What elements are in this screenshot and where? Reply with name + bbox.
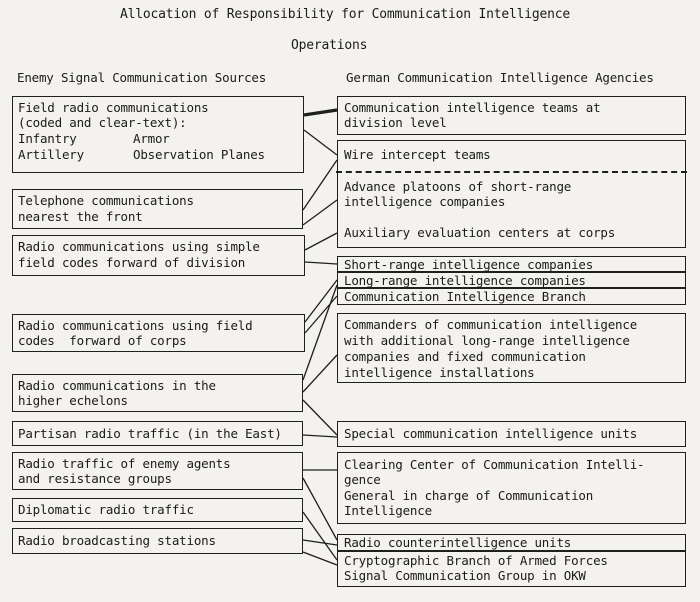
connector-simple-codes-aux xyxy=(305,233,337,250)
agency-division-teams-box xyxy=(337,96,686,135)
source-telephone-line2: nearest the front xyxy=(18,209,143,224)
connector-echelons-commanders xyxy=(303,355,337,392)
dashed-divider xyxy=(336,171,687,173)
agency-cryptographic-line2: Signal Communication Group in OKW xyxy=(344,568,586,583)
source-field-radio-line2: (coded and clear-text): xyxy=(18,115,187,130)
agency-clearing-center-line3: General in charge of Communication xyxy=(344,488,594,503)
source-higher-echelons-box xyxy=(12,374,303,412)
source-simple-codes-box xyxy=(12,235,305,276)
connector-telephone-advance xyxy=(303,200,337,225)
chart-subtitle: Operations xyxy=(291,38,368,53)
source-corps-codes-line1: Radio communications using field xyxy=(18,318,253,333)
source-observation-planes: Observation Planes xyxy=(133,147,265,162)
connector-field-radio-wire xyxy=(304,130,337,155)
connector-partisan-special xyxy=(303,435,337,437)
agency-commanders-line2: with additional long-range intelligence xyxy=(344,333,630,348)
agency-cryptographic-box xyxy=(337,551,686,587)
source-broadcasting-box xyxy=(12,528,303,554)
agency-commanders-line3: companies and fixed communication xyxy=(344,349,586,364)
agency-special-units-box xyxy=(337,421,686,447)
source-corps-codes-box xyxy=(12,314,305,352)
source-telephone-box xyxy=(12,189,303,229)
agency-wire-advance-box xyxy=(337,140,686,248)
source-agents-line2: and resistance groups xyxy=(18,471,172,486)
source-telephone-line1: Telephone communications xyxy=(18,193,194,208)
agency-counterintelligence-line1: Radio counterintelligence units xyxy=(344,535,572,550)
connector-diplomatic-crypto xyxy=(303,512,337,560)
source-corps-codes-line2: codes forward of corps xyxy=(18,333,187,348)
agency-division-teams-line1: Communication intelligence teams at xyxy=(344,100,601,115)
agency-advance-platoons-line1: Advance platoons of short-range xyxy=(344,179,572,194)
source-higher-echelons-line2: higher echelons xyxy=(18,393,128,408)
agency-clearing-center-line2: gence xyxy=(344,472,381,487)
source-diplomatic-box xyxy=(12,498,303,522)
source-partisan-box xyxy=(12,421,303,446)
source-simple-codes-line1: Radio communications using simple xyxy=(18,239,260,254)
connector-telephone-wire xyxy=(303,160,337,210)
agency-ci-branch-box xyxy=(337,288,686,305)
agency-division-teams-line2: division level xyxy=(344,115,447,130)
agency-clearing-center-line1: Clearing Center of Communication Intelli- xyxy=(344,457,645,472)
agency-aux-eval-line1: Auxiliary evaluation centers at corps xyxy=(344,225,616,240)
right-column-header: German Communication Intelligence Agencies xyxy=(346,70,654,85)
source-armor: Armor xyxy=(133,131,170,146)
agency-wire-intercept-line1: Wire intercept teams xyxy=(344,147,491,162)
agency-commanders-line1: Commanders of communication intelligence xyxy=(344,317,638,332)
connector-simple-codes-short xyxy=(305,262,337,264)
agency-advance-platoons-line2: intelligence companies xyxy=(344,194,506,209)
connector-field-radio-division xyxy=(304,110,337,115)
agency-commanders-line4: intelligence installations xyxy=(344,365,535,380)
agency-counterintelligence-box xyxy=(337,534,686,551)
agency-commanders-box xyxy=(337,313,686,383)
agency-ci-branch-line1: Communication Intelligence Branch xyxy=(344,289,586,304)
source-agents-line1: Radio traffic of enemy agents xyxy=(18,456,231,471)
connector-broadcasting-counter xyxy=(303,540,337,545)
agency-short-range-line1: Short-range intelligence companies xyxy=(344,257,594,272)
agency-short-range-box xyxy=(337,256,686,272)
agency-clearing-center-box xyxy=(337,452,686,524)
connector-echelons-special xyxy=(303,400,337,435)
agency-special-units-line1: Special communication intelligence units xyxy=(344,426,638,441)
left-column-header: Enemy Signal Communication Sources xyxy=(17,70,267,85)
source-artillery: Artillery xyxy=(18,147,84,162)
source-field-radio-box xyxy=(12,96,304,173)
source-agents-box xyxy=(12,452,303,490)
agency-cryptographic-line1: Cryptographic Branch of Armed Forces xyxy=(344,553,608,568)
source-broadcasting-line1: Radio broadcasting stations xyxy=(18,533,216,548)
agency-long-range-line1: Long-range intelligence companies xyxy=(344,273,586,288)
agency-long-range-box xyxy=(337,272,686,288)
source-simple-codes-line2: field codes forward of division xyxy=(18,255,246,270)
source-field-radio-line1: Field radio communications xyxy=(18,100,209,115)
source-infantry: Infantry xyxy=(18,131,77,146)
source-diplomatic-line1: Diplomatic radio traffic xyxy=(18,502,194,517)
connector-agents-counter xyxy=(303,478,337,540)
connector-echelons-long-range xyxy=(303,285,337,380)
source-higher-echelons-line1: Radio communications in the xyxy=(18,378,216,393)
chart-title: Allocation of Responsibility for Communication Intelligence xyxy=(120,7,570,22)
agency-clearing-center-line4: Intelligence xyxy=(344,503,432,518)
source-partisan-line1: Partisan radio traffic (in the East) xyxy=(18,426,282,441)
connector-broadcasting-crypto xyxy=(303,552,337,565)
